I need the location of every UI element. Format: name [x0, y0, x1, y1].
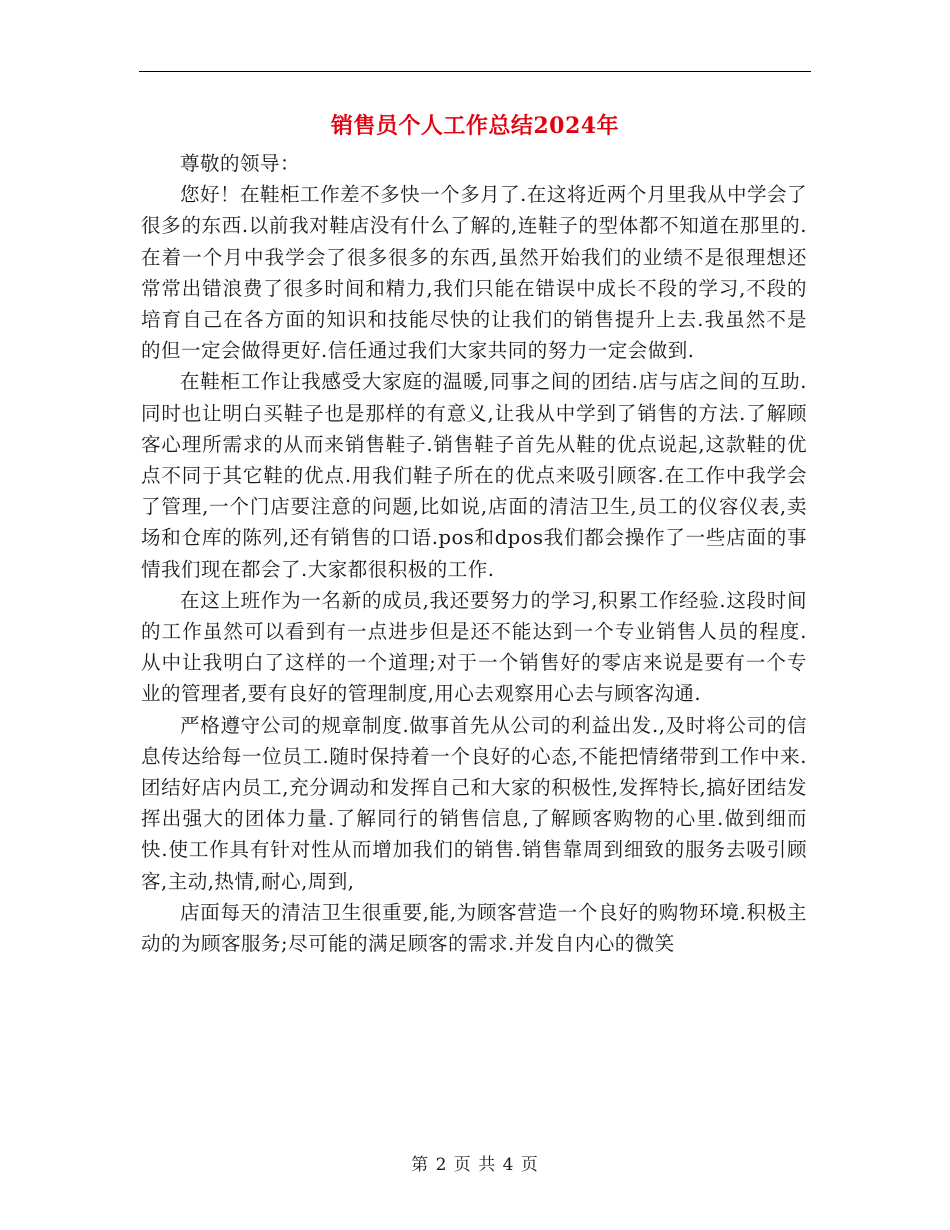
paragraph-2: 在鞋柜工作让我感受大家庭的温暖,同事之间的团结.店与店之间的互助.同时也让明白买鞋子也是那样的有意义,让我从中学到了销售的方法.了解顾客心理所需求的从而来销售鞋子.销售鞋子首先从鞋的优点说起,这款鞋的优点不同于其它鞋的优点.用我们鞋子所在的优点来吸引顾客.在工作中我学会了管理,一个门店要注意的问题,比如说,店面的清洁卫生,员工的仪容仪表,卖场和仓库的陈列,还有销售的口语.pos和dpos我们都会操作了一些店面的事情我们现在都会了.大家都很积极的工作. [141, 370, 807, 581]
header-rule [139, 71, 811, 72]
page-number-footer: 第 2 页 共 4 页 [411, 1155, 539, 1175]
paragraph-1: 您好！在鞋柜工作差不多快一个多月了.在这将近两个月里我从中学会了很多的东西.以前我对鞋店没有什么了解的,连鞋子的型体都不知道在那里的.在着一个月中我学会了很多很多的东西,虽然开始我们的业绩不是很理想还常常出错浪费了很多时间和精力,我们只能在错误中成长不段的学习,不段的培育自己在各方面的知识和技能尽快的让我们的销售提升上去.我虽然不是的但一定会做得更好.信任通过我们大家共同的努力一定会做到. [141, 183, 807, 363]
document-body [141, 148, 807, 959]
salutation: 尊敬的领导： [180, 152, 301, 175]
paragraph-3: 在这上班作为一名新的成员,我还要努力的学习,积累工作经验.这段时间的工作虽然可以看到有一点进步但是还不能达到一个专业销售人员的程度.从中让我明白了这样的一个道理;对于一个销售好的零店来说是要有一个专业的管理者,要有良好的管理制度,用心去观察用心去与顾客沟通. [141, 588, 807, 706]
paragraph-5: 店面每天的清洁卫生很重要,能,为顾客营造一个良好的购物环境.积极主动的为顾客服务;尽可能的满足顾客的需求.并发自内心的微笑 [141, 900, 807, 956]
paragraph-4: 严格遵守公司的规章制度.做事首先从公司的利益出发.,及时将公司的信息传达给每一位员工.随时保持着一个良好的心态,不能把情绪带到工作中来.团结好店内员工,充分调动和发挥自己和大家的积极性,发挥特长,搞好团结发挥出强大的团体力量.了解同行的销售信息,了解顾客购物的心里.做到细而快.使工作具有针对性从而增加我们的销售.销售靠周到细致的服务去吸引顾客,主动,热情,耐心,周到, [141, 713, 807, 893]
document-title: 销售员个人工作总结2024年 [330, 113, 620, 139]
